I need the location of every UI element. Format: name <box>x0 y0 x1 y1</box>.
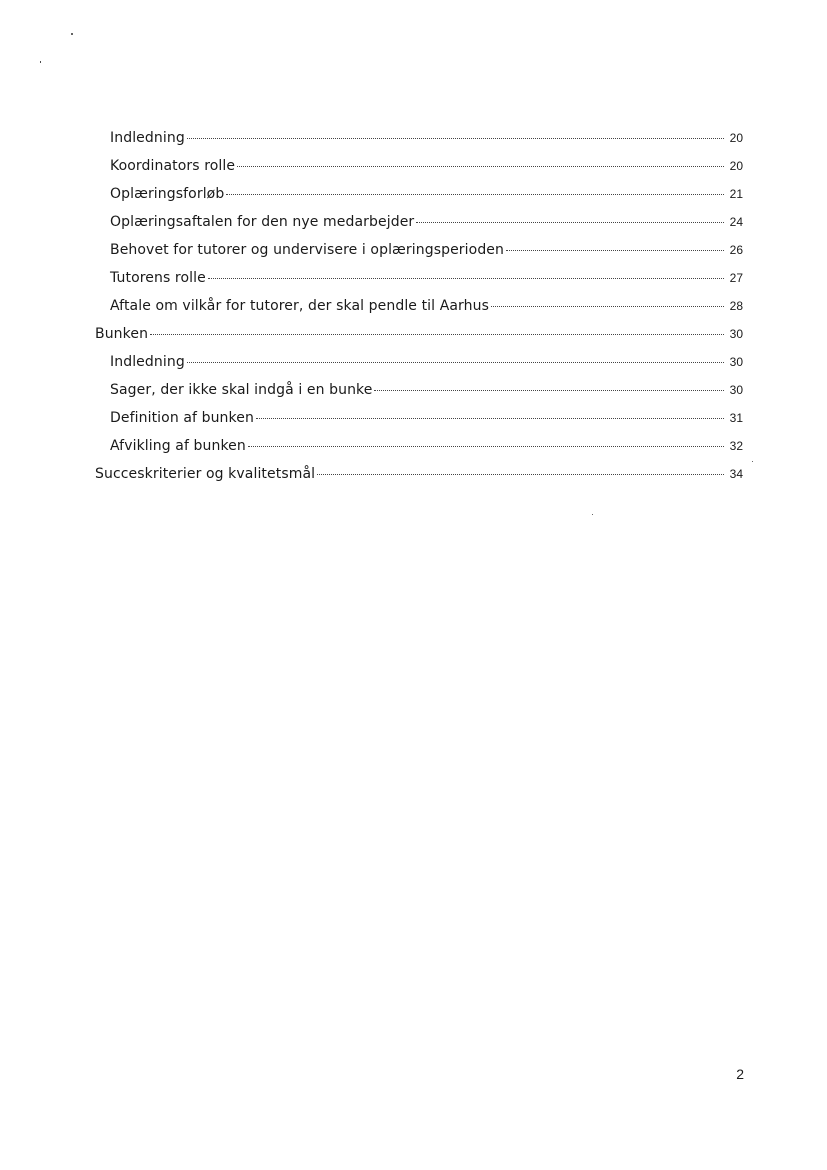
page-number: 2 <box>736 1066 744 1082</box>
toc-entry-title: Indledning <box>110 354 185 370</box>
toc-dot-leader <box>256 418 724 419</box>
toc-dot-leader <box>317 474 724 475</box>
toc-entry[interactable] <box>110 186 743 206</box>
toc-entry-page: 30 <box>729 327 743 341</box>
toc-entry-page: 21 <box>729 187 743 201</box>
toc-entry[interactable] <box>95 466 743 486</box>
toc-dot-leader <box>226 194 724 195</box>
toc-entry-title: Oplæringsaftalen for den nye medarbejder <box>110 214 415 230</box>
toc-entry-title: Tutorens rolle <box>110 270 206 286</box>
toc-entry-page: 27 <box>729 271 743 285</box>
toc-entry-page: 24 <box>729 215 743 229</box>
toc-entry-title: Succeskriterier og kvalitetsmål <box>95 466 316 482</box>
toc-dot-leader <box>491 306 724 307</box>
toc-entry[interactable] <box>95 326 743 346</box>
toc-entry[interactable] <box>110 298 743 318</box>
toc-dot-leader <box>416 222 724 223</box>
toc-entry-title: Aftale om vilkår for tutorer, der skal pendle til Aarhus <box>110 298 489 314</box>
scan-speck <box>592 514 593 515</box>
toc-entry-page: 20 <box>729 131 743 145</box>
toc-entry-title: Behovet for tutorer og undervisere i oplæringsperioden <box>110 242 504 258</box>
scan-speck <box>40 61 41 63</box>
toc-dot-leader <box>374 390 724 391</box>
toc-entry[interactable] <box>110 354 743 374</box>
toc-dot-leader <box>187 138 724 139</box>
toc-entry[interactable] <box>110 410 743 430</box>
toc-entry-page: 32 <box>729 439 743 453</box>
toc-entry[interactable] <box>110 158 743 178</box>
scan-speck <box>71 33 73 35</box>
toc-entry-title: Bunken <box>95 326 149 342</box>
toc-entry-page: 20 <box>729 159 743 173</box>
toc-dot-leader <box>187 362 724 363</box>
toc-dot-leader <box>237 166 724 167</box>
toc-entry-page: 31 <box>729 411 743 425</box>
toc-entry-page: 30 <box>729 355 743 369</box>
toc-entry-title: Definition af bunken <box>110 410 254 426</box>
toc-dot-leader <box>248 446 724 447</box>
toc-entry-title: Sager, der ikke skal indgå i en bunke <box>110 382 373 398</box>
toc-dot-leader <box>150 334 724 335</box>
toc-entry[interactable] <box>110 438 743 458</box>
toc-entry[interactable] <box>110 270 743 290</box>
toc-entry-page: 26 <box>729 243 743 257</box>
scan-speck <box>752 461 753 462</box>
toc-entry-title: Afvikling af bunken <box>110 438 246 454</box>
toc-entry[interactable] <box>110 130 743 150</box>
toc-entry-title: Koordinators rolle <box>110 158 236 174</box>
toc-entry[interactable] <box>110 214 743 234</box>
toc-dot-leader <box>208 278 724 279</box>
toc-entry[interactable] <box>110 382 743 402</box>
toc-entry-page: 34 <box>729 467 743 481</box>
toc-entry[interactable] <box>110 242 743 262</box>
toc-entry-page: 30 <box>729 383 743 397</box>
toc-entry-title: Oplæringsforløb <box>110 186 225 202</box>
toc-entry-page: 28 <box>729 299 743 313</box>
toc-entry-title: Indledning <box>110 130 185 146</box>
toc-dot-leader <box>506 250 724 251</box>
